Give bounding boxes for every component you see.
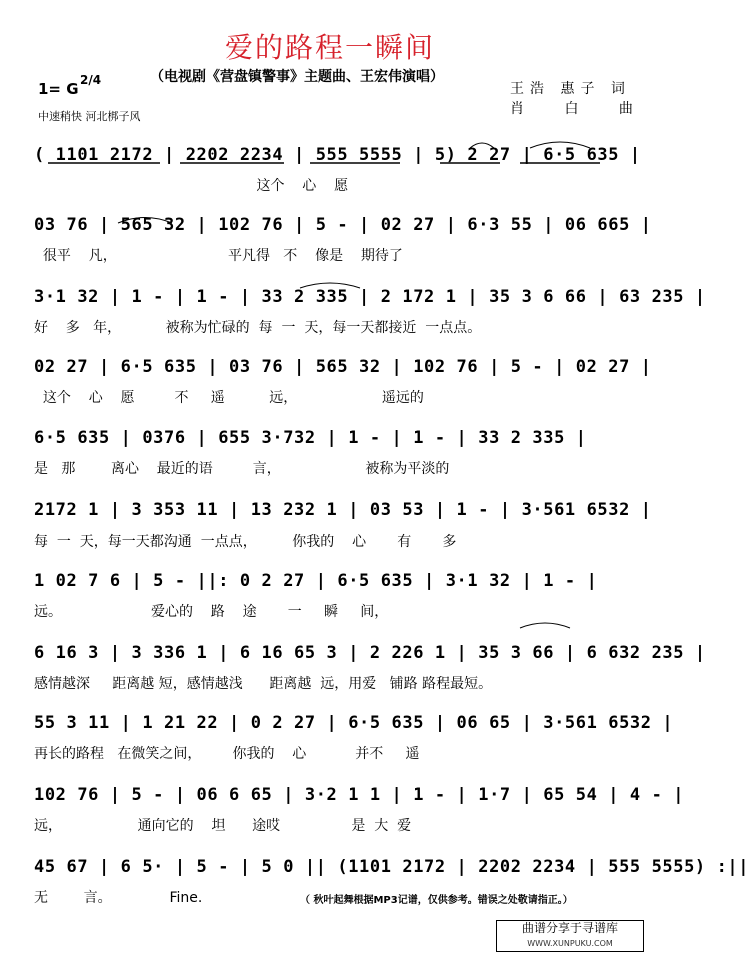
- lyric-line-3: 好 多 年， 被称为忙碌的 每 一 天，每一天都接近 一点点。: [34, 320, 482, 336]
- lyric-line-6: 每 一 天，每一天都沟通 一点点， 你我的 心 有 多: [34, 534, 457, 550]
- lyric-line-10: 远， 通向它的 坦 途哎 是 大 爱: [34, 818, 412, 834]
- lyric-line-2: 很平 凡， 平凡得 不 像是 期待了: [34, 248, 403, 264]
- notation-line-3: 3·1 32 | 1 - | 1 - | 33 2 335 | 2 172 1 | 35 3 6 66 | 63 235 |: [34, 287, 706, 307]
- notation-line-4: 02 27 | 6·5 635 | 03 76 | 565 32 | 102 76 | 5 - | 02 27 |: [34, 357, 652, 377]
- time-signature: 2/4: [80, 73, 102, 87]
- site-url: WWW.XUNPUKU.COM: [527, 939, 613, 948]
- tempo-marking: 中速稍快 河北梆子风: [38, 110, 141, 123]
- site-watermark: [496, 920, 644, 952]
- notation-line-5: 6·5 635 | 0376 | 655 3·732 | 1 - | 1 - | 33 2 335 |: [34, 428, 587, 448]
- notation-line-10: 102 76 | 5 - | 06 6 65 | 3·2 1 1 | 1 - | 1·7 | 65 54 | 4 - |: [34, 785, 685, 805]
- footer-note: （ 秋叶起舞根据MP3记谱，仅供参考。错误之处敬请指正。）: [300, 895, 573, 906]
- notation-line-11: 45 67 | 6 5· | 5 - | 5 0 || (1101 2172 | 2202 2234 | 555 5555) :||: [34, 857, 749, 877]
- lyric-line-1: 这个 心 愿: [34, 178, 349, 194]
- notation-line-2: 03 76 | 565 32 | 102 76 | 5 - | 02 27 | 6·3 55 | 06 665 |: [34, 215, 652, 235]
- lyricist-credit: 王浩 惠子 词: [510, 81, 631, 97]
- lyric-line-11: 无 言。 Fine.: [34, 890, 203, 906]
- lyric-line-8: 感情越深 距离越 短，感情越浅 距离越 远，用爱 铺路 路程最短。: [34, 676, 493, 692]
- lyric-line-5: 是 那 离心 最近的语 言， 被称为平淡的: [34, 461, 450, 477]
- lyric-line-9: 再长的路程 在微笑之间， 你我的 心 并不 遥: [34, 746, 420, 762]
- song-subtitle: （电视剧《营盘镇警事》主题曲、王宏伟演唱）: [150, 69, 444, 85]
- site-name: 曲谱分享于寻谱库: [521, 921, 618, 935]
- key-signature: 1= G: [38, 80, 79, 98]
- notation-line-9: 55 3 11 | 1 21 22 | 0 2 27 | 6·5 635 | 06 65 | 3·561 6532 |: [34, 713, 674, 733]
- song-title: 爱的路程一瞬间: [224, 31, 435, 64]
- notation-line-7: 1 02 7 6 | 5 - ||: 0 2 27 | 6·5 635 | 3·1 32 | 1 - |: [34, 571, 598, 591]
- notation-line-8: 6 16 3 | 3 336 1 | 6 16 65 3 | 2 226 1 | 35 3 66 | 6 632 235 |: [34, 643, 706, 663]
- composer-credit: 肖 白 曲: [510, 101, 651, 117]
- lyric-line-7: 远。 爱心的 路 途 一 瞬 间，: [34, 604, 389, 620]
- lyric-line-4: 这个 心 愿 不 遥 远， 遥远的: [34, 390, 424, 406]
- notation-line-6: 2172 1 | 3 353 11 | 13 232 1 | 03 53 | 1 - | 3·561 6532 |: [34, 500, 652, 520]
- notation-line-1: ( 1101 2172 | 2202 2234 | 555 5555 | 5) 2 27 | 6·5 635 |: [34, 145, 641, 165]
